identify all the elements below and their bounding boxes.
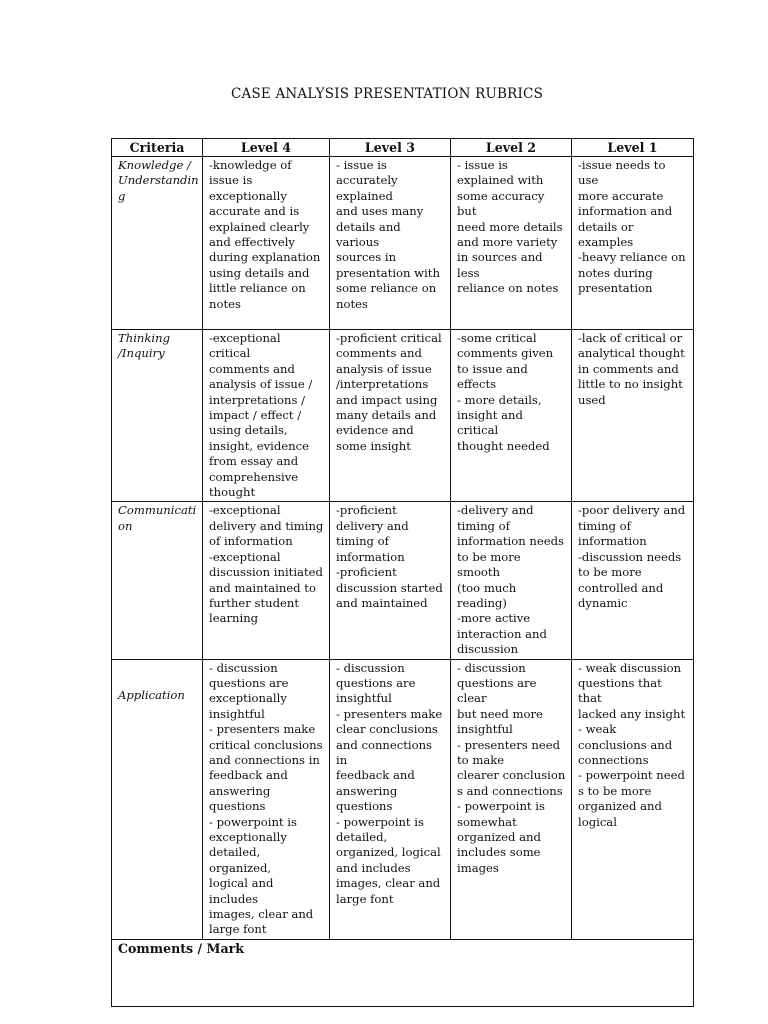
comments-row	[112, 939, 694, 1006]
header-criteria: Criteria	[112, 139, 203, 157]
header-level-4: Level 4	[203, 139, 330, 157]
thinking-level-2: -some critical comments given to issue and effects - more details, insight and critical thought needed	[451, 330, 572, 502]
criteria-application: Application	[112, 659, 203, 939]
knowledge-level-1: -issue needs to use more accurate information and details or examples -heavy reliance on notes during presentation	[572, 157, 694, 330]
knowledge-level-4: -knowledge of issue is exceptionally accurate and is explained clearly and effectively during explanation using details and little reliance on notes	[203, 157, 330, 330]
criteria-knowledge: Knowledge / Understandin g	[112, 157, 203, 330]
knowledge-level-3: - issue is accurately explained and uses many details and various sources in presentation with some reliance on notes	[330, 157, 451, 330]
document-title: CASE ANALYSIS PRESENTATION RUBRICS	[230, 86, 544, 102]
application-level-3: - discussion questions are insightful - presenters make clear conclusions and connections in feedback and answering questions - powerpoint is detailed, organized, logical and includes images, clear and large font	[330, 659, 451, 939]
application-level-1: - weak discussion questions that that lacked any insight - weak conclusions and connections - powerpoint need s to be more organized and logical	[572, 659, 694, 939]
criteria-communication: Communicati on	[112, 502, 203, 659]
rubric-row-application	[112, 659, 694, 939]
rubric-header-row	[112, 139, 694, 157]
thinking-level-1: -lack of critical or analytical thought in comments and little to no insight used	[572, 330, 694, 502]
knowledge-level-2: - issue is explained with some accuracy but need more details and more variety in sources and less reliance on notes	[451, 157, 572, 330]
application-level-4: - discussion questions are exceptionally insightful - presenters make critical conclusions and connections in feedback and answering questions - powerpoint is exceptionally detailed, organized, logical and includes images, clear and large font	[203, 659, 330, 939]
comments-label: Comments / Mark	[118, 940, 244, 956]
header-level-2: Level 2	[451, 139, 572, 157]
thinking-level-4: -exceptional critical comments and analysis of issue / interpretations / impact / effect / using details, insight, evidence from essay and comprehensive thought	[203, 330, 330, 502]
communication-level-1: -poor delivery and timing of information -discussion needs to be more controlled and dynamic	[572, 502, 694, 659]
rubric-row-knowledge	[112, 157, 694, 330]
header-level-3: Level 3	[330, 139, 451, 157]
rubric-row-communication	[112, 502, 694, 659]
header-level-1: Level 1	[572, 139, 694, 157]
communication-level-3: -proficient delivery and timing of information -proficient discussion started and maintained	[330, 502, 451, 659]
communication-level-4: -exceptional delivery and timing of information -exceptional discussion initiated and maintained to further student learning	[203, 502, 330, 659]
criteria-thinking: Thinking /Inquiry	[112, 330, 203, 502]
communication-level-2: -delivery and timing of information needs to be more smooth (too much reading) -more active interaction and discussion	[451, 502, 572, 659]
rubric-table	[111, 138, 694, 1007]
thinking-level-3: -proficient critical comments and analysis of issue /interpretations and impact using many details and evidence and some insight	[330, 330, 451, 502]
rubric-row-thinking	[112, 330, 694, 502]
application-level-2: - discussion questions are clear but need more insightful - presenters need to make clearer conclusion s and connections - powerpoint is somewhat organized and includes some images	[451, 659, 572, 939]
comments-cell	[112, 939, 694, 1006]
